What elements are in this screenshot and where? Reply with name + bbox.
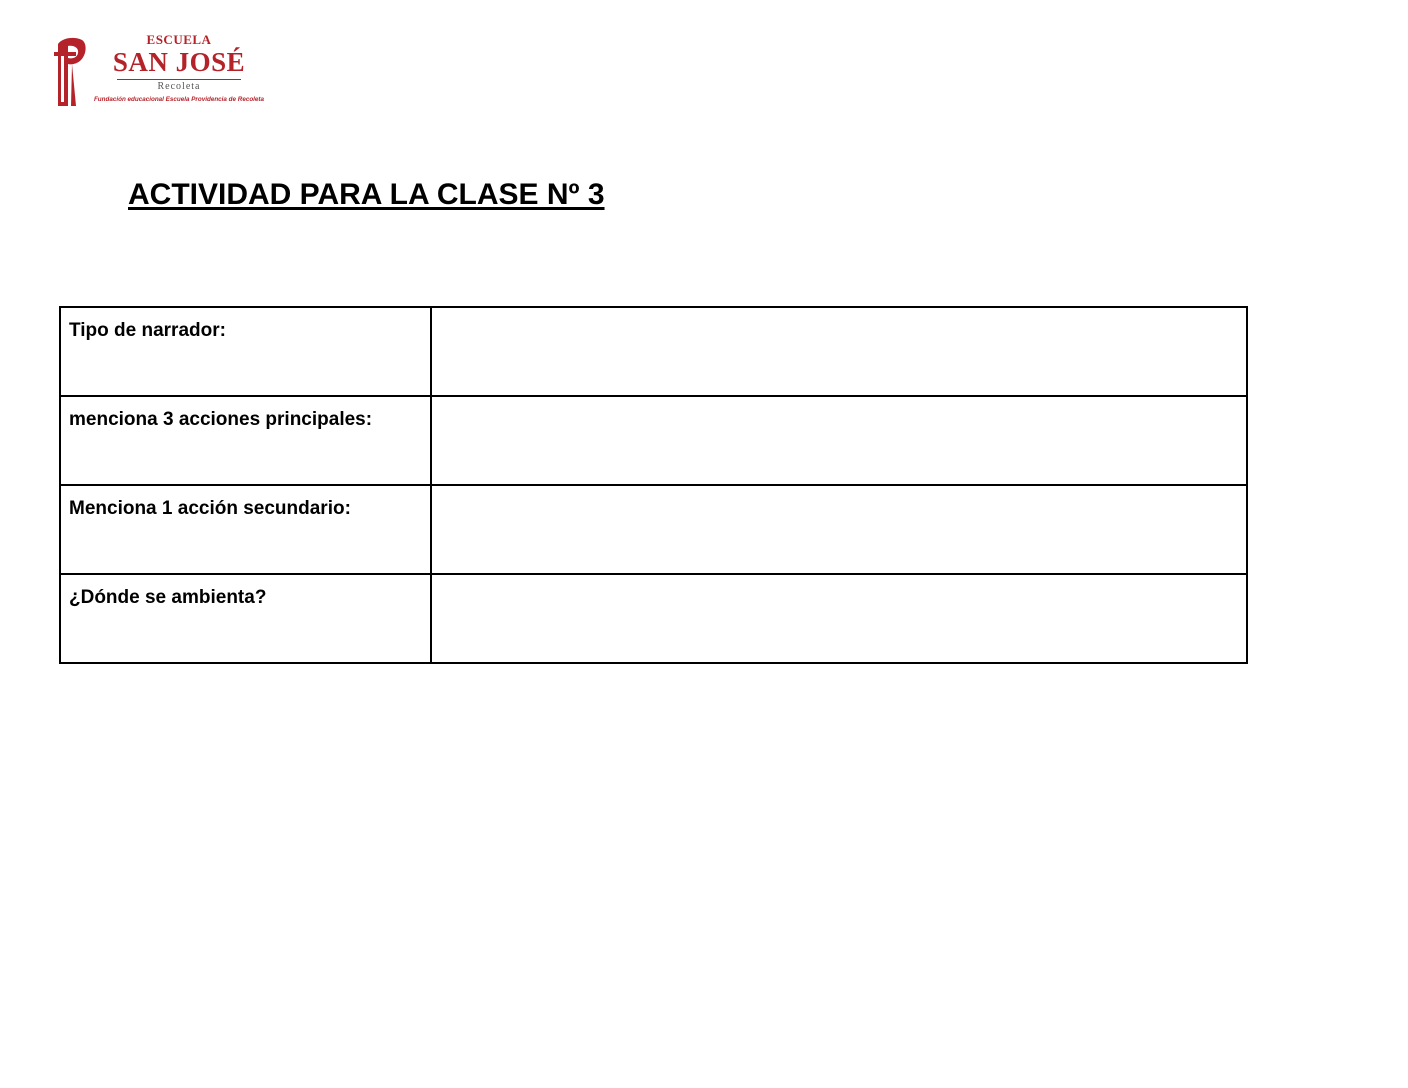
table-row xyxy=(60,485,1247,574)
logo-place-text: Recoleta xyxy=(157,81,201,92)
row-label-setting: ¿Dónde se ambienta? xyxy=(60,574,431,663)
row-label-narrator: Tipo de narrador: xyxy=(60,307,431,396)
page-title: ACTIVIDAD PARA LA CLASE Nº 3 xyxy=(128,178,605,211)
logo-school-name: SAN JOSÉ xyxy=(112,47,246,77)
activity-table xyxy=(59,306,1248,664)
table-row xyxy=(60,574,1247,663)
row-label-main-actions: menciona 3 acciones principales: xyxy=(60,396,431,485)
answer-cell-main-actions[interactable] xyxy=(431,396,1247,485)
answer-cell-setting[interactable] xyxy=(431,574,1247,663)
logo-escuela-text: ESCUELA xyxy=(146,32,212,47)
logo-divider xyxy=(117,79,241,80)
row-label-secondary-action: Menciona 1 acción secundario: xyxy=(60,485,431,574)
school-logo xyxy=(52,32,272,112)
school-emblem-icon xyxy=(52,34,88,108)
answer-cell-secondary-action[interactable] xyxy=(431,485,1247,574)
table-row xyxy=(60,307,1247,396)
answer-cell-narrator[interactable] xyxy=(431,307,1247,396)
logo-foundation-text: Fundación educacional Escuela Providencia de Recoleta xyxy=(93,96,265,103)
table-row xyxy=(60,396,1247,485)
